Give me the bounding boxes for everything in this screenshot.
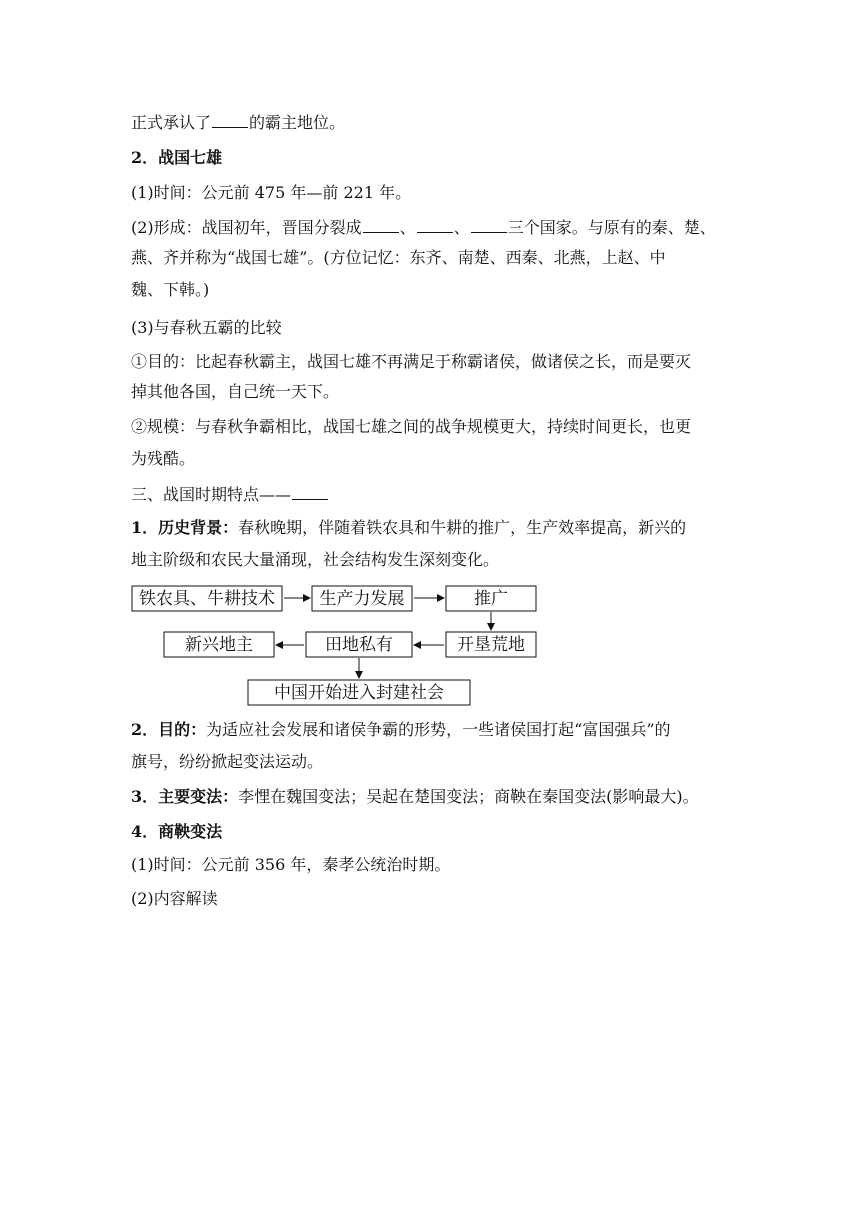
text-span: 的霸主地位。 bbox=[249, 113, 346, 132]
section-heading: 2．战国七雄 bbox=[131, 148, 223, 167]
diagram-box-label: 铁农具、牛耕技术 bbox=[139, 589, 275, 609]
item-label: 3．主要变法： bbox=[131, 787, 239, 806]
text-line: (1)时间：公元前 475 年—前 221 年。 bbox=[131, 183, 412, 202]
text-line: (3)与春秋五霸的比较 bbox=[131, 318, 282, 337]
item-label: 1．历史背景： bbox=[131, 518, 239, 537]
text-span: 、 bbox=[399, 218, 416, 237]
text-span: 为适应社会发展和诸侯争霸的形势，一些诸侯国打起“富国强兵”的 bbox=[206, 720, 671, 739]
text-line bbox=[131, 787, 699, 807]
section-heading: 4．商鞅变法 bbox=[131, 822, 223, 841]
item-label: 2．目的： bbox=[131, 720, 207, 739]
text-line: 为残酷。 bbox=[131, 449, 196, 468]
text-span: 正式承认了 bbox=[131, 113, 212, 132]
text-span: 、 bbox=[453, 218, 470, 237]
diagram-box-label: 田地私有 bbox=[325, 635, 393, 655]
diagram-box-label: 新兴地主 bbox=[185, 635, 253, 655]
text-span: 三个国家。与原有的秦、楚、 bbox=[507, 218, 716, 237]
text-line: 魏、下韩。) bbox=[131, 280, 210, 299]
text-line: (1)时间：公元前 356 年，秦孝公统治时期。 bbox=[131, 855, 451, 874]
text-line: 掉其他各国，自己统一天下。 bbox=[131, 382, 340, 401]
text-span: 李悝在魏国变法；吴起在楚国变法；商鞅在秦国变法(影响最大)。 bbox=[238, 787, 699, 806]
text-line: ②规模：与春秋争霸相比，战国七雄之间的战争规模更大，持续时间更长，也更 bbox=[131, 417, 692, 436]
text-span: 春秋晚期，伴随着铁农具和牛耕的推广，生产效率提高，新兴的 bbox=[238, 518, 687, 537]
diagram-box-label: 生产力发展 bbox=[319, 589, 405, 609]
diagram-box-label: 开垦荒地 bbox=[457, 635, 525, 655]
text-line: 燕、齐并称为“战国七雄”。(方位记忆：东齐、南楚、西秦、北燕，上赵、中 bbox=[131, 248, 666, 267]
text-span: (2)形成：战国初年，晋国分裂成 bbox=[131, 218, 362, 237]
text-line bbox=[131, 720, 671, 740]
text-span: 三、战国时期特点—— bbox=[131, 485, 292, 504]
text-line: 地主阶级和农民大量涌现，社会结构发生深刻变化。 bbox=[131, 550, 500, 569]
diagram-box-label: 中国开始进入封建社会 bbox=[274, 683, 444, 703]
diagram-box-label: 推广 bbox=[474, 589, 508, 609]
text-line: 旗号，纷纷掀起变法运动。 bbox=[131, 752, 324, 771]
text-line: ①目的：比起春秋霸主，战国七雄不再满足于称霸诸侯，做诸侯之长，而是要灭 bbox=[131, 352, 692, 371]
text-line: (2)内容解读 bbox=[131, 889, 218, 908]
